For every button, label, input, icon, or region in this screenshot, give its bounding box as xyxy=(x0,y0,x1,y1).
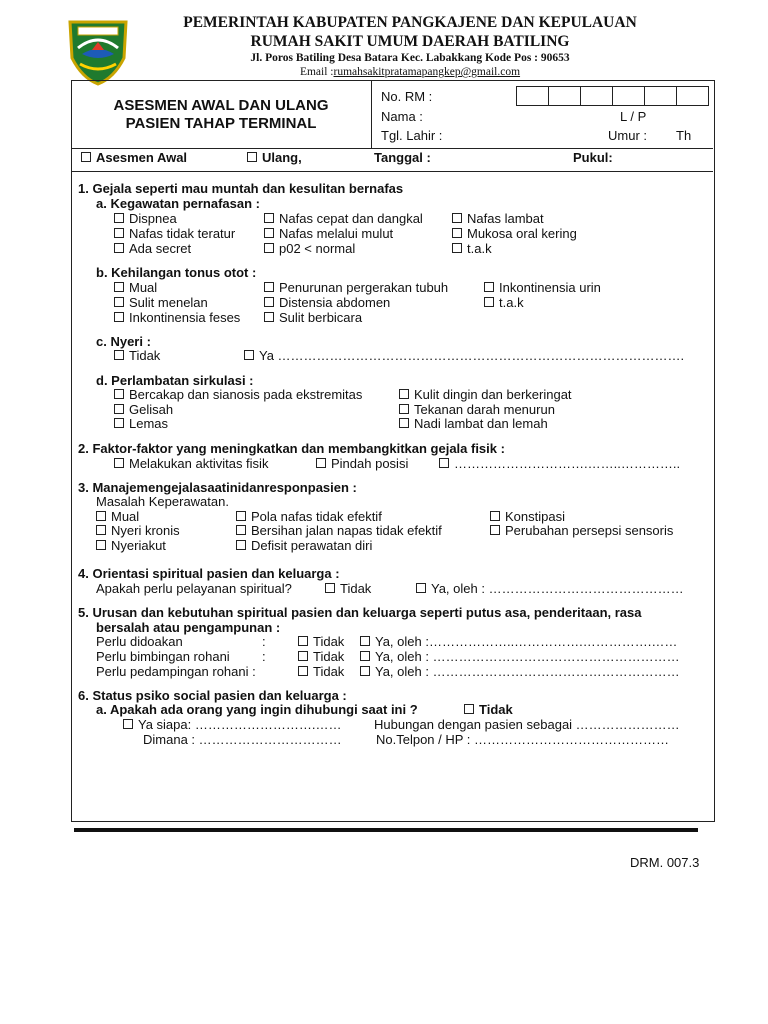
option-kontak-ya[interactable]: Ya siapa: ……………………….…… xyxy=(123,717,341,732)
checkbox[interactable] xyxy=(399,404,409,414)
option-pedampingan-tidak[interactable]: Tidak xyxy=(298,664,344,679)
checkbox[interactable] xyxy=(114,418,124,428)
option-inkontinensia-feses[interactable]: Inkontinensia feses xyxy=(114,310,240,325)
option-nafas-lambat[interactable]: Nafas lambat xyxy=(452,211,544,226)
option-tekanan-darah[interactable]: Tekanan darah menurun xyxy=(399,402,555,417)
option-mukosa-oral[interactable]: Mukosa oral kering xyxy=(452,226,577,241)
checkbox[interactable] xyxy=(484,282,494,292)
section-3-subtitle: Masalah Keperawatan. xyxy=(96,494,229,509)
checkbox[interactable] xyxy=(247,152,257,162)
option-p02[interactable]: p02 < normal xyxy=(264,241,355,256)
option-kontak-tidak[interactable]: Tidak xyxy=(464,702,513,717)
section-5-title-1: 5. Urusan dan kebutuhan spiritual pasien dan keluarga seperti putus asa, penderitaan, rasa xyxy=(78,605,642,620)
section-4-title: 4. Orientasi spiritual pasien dan keluarga : xyxy=(78,566,340,581)
checkbox[interactable] xyxy=(490,511,500,521)
option-lemas[interactable]: Lemas xyxy=(114,416,168,431)
checkbox[interactable] xyxy=(114,297,124,307)
checkbox[interactable] xyxy=(114,243,124,253)
header-line-2: RUMAH SAKIT UMUM DAERAH BATILING xyxy=(250,33,570,50)
option-konstipasi[interactable]: Konstipasi xyxy=(490,509,565,524)
option-pedampingan-ya[interactable]: Ya, oleh : ………………………………………………… xyxy=(360,664,680,679)
checkbox[interactable] xyxy=(399,389,409,399)
option-kulit-dingin[interactable]: Kulit dingin dan berkeringat xyxy=(399,387,572,402)
option-didoakan-ya[interactable]: Ya, oleh :………………..…………….…………….…… xyxy=(360,634,677,649)
option-aktivitas-fisik[interactable]: Melakukan aktivitas fisik xyxy=(114,456,268,471)
checkbox[interactable] xyxy=(484,297,494,307)
header-line-1: PEMERINTAH KABUPATEN PANGKAJENE DAN KEPULAUAN xyxy=(183,14,637,31)
option-tak-b[interactable]: t.a.k xyxy=(484,295,524,310)
checkbox[interactable] xyxy=(416,583,426,593)
telpon-field[interactable]: No.Telpon / HP : ……………………………………… xyxy=(376,732,670,747)
option-pindah-posisi[interactable]: Pindah posisi xyxy=(316,456,408,471)
shield-emblem-icon xyxy=(64,14,132,86)
checkbox[interactable] xyxy=(325,583,335,593)
option-tak-a[interactable]: t.a.k xyxy=(452,241,492,256)
footer-bar xyxy=(74,828,698,832)
form-title-line-2: PASIEN TAHAP TERMINAL xyxy=(125,115,317,132)
checkbox[interactable] xyxy=(298,636,308,646)
checkbox[interactable] xyxy=(264,312,274,322)
title-divider xyxy=(371,80,372,148)
option-perubahan-persepsi[interactable]: Perubahan persepsi sensoris xyxy=(490,523,673,538)
section-1c-title: c. Nyeri : xyxy=(96,334,151,349)
option-bercakap[interactable]: Bercakap dan sianosis pada ekstremitas xyxy=(114,387,362,402)
nama-label: Nama : xyxy=(381,109,423,124)
checkbox[interactable] xyxy=(114,282,124,292)
checkbox[interactable] xyxy=(264,228,274,238)
pukul-label: Pukul: xyxy=(573,150,613,165)
form-title-line-1: ASESMEN AWAL DAN ULANG xyxy=(113,97,329,114)
option-dispnea[interactable]: Dispnea xyxy=(114,211,177,226)
option-nafas-tidak-teratur[interactable]: Nafas tidak teratur xyxy=(114,226,235,241)
section-1-title: 1. Gejala seperti mau muntah dan kesulitan bernafas xyxy=(78,181,404,196)
rm-digit-box[interactable] xyxy=(676,86,709,106)
tgl-lahir-label: Tgl. Lahir : xyxy=(381,128,443,143)
header-address: Jl. Poros Batiling Desa Batara Kec. Labakkang Kode Pos : 90653 xyxy=(250,52,570,64)
header-email-line xyxy=(130,66,690,78)
checkbox[interactable] xyxy=(360,666,370,676)
option-lainnya[interactable]: ………………………….……..………….. xyxy=(439,456,680,471)
option-bimbingan-tidak[interactable]: Tidak xyxy=(298,649,344,664)
row-label-pedampingan: Perlu pedampingan rohani : xyxy=(96,664,256,679)
checkbox[interactable] xyxy=(123,719,133,729)
checkbox[interactable] xyxy=(236,511,246,521)
option-nyeri-tidak[interactable]: Tidak xyxy=(114,348,160,363)
rm-digit-box[interactable] xyxy=(548,86,581,106)
checkbox[interactable] xyxy=(96,525,106,535)
option-pola-nafas[interactable]: Pola nafas tidak efektif xyxy=(236,509,382,524)
umur-label: Umur : xyxy=(608,128,647,143)
checkbox[interactable] xyxy=(114,458,124,468)
checkbox[interactable] xyxy=(236,540,246,550)
checkbox[interactable] xyxy=(236,525,246,535)
checkbox[interactable] xyxy=(264,297,274,307)
asesmen-awal-option[interactable]: Asesmen Awal xyxy=(81,150,187,165)
checkbox[interactable] xyxy=(399,418,409,428)
rm-digit-box[interactable] xyxy=(516,86,549,106)
option-gelisah[interactable]: Gelisah xyxy=(114,402,173,417)
option-mual-3[interactable]: Mual xyxy=(96,509,139,524)
checkbox[interactable] xyxy=(452,243,462,253)
checkbox[interactable] xyxy=(96,511,106,521)
checkbox[interactable] xyxy=(452,213,462,223)
email-link[interactable]: rumahsakitpratamapangkep@gmail.com xyxy=(333,66,521,78)
rm-digit-box[interactable] xyxy=(612,86,645,106)
option-nadi-lambat[interactable]: Nadi lambat dan lemah xyxy=(399,416,548,431)
checkbox[interactable] xyxy=(490,525,500,535)
th-label: Th xyxy=(676,128,692,143)
row-colon: : xyxy=(262,634,266,649)
checkbox[interactable] xyxy=(114,228,124,238)
section-1d-title: d. Perlambatan sirkulasi : xyxy=(96,373,254,388)
section-5-title-2: bersalah atau pengampunan : xyxy=(96,620,281,635)
option-nafas-melalui-mulut[interactable]: Nafas melalui mulut xyxy=(264,226,393,241)
checkbox[interactable] xyxy=(360,636,370,646)
checkbox[interactable] xyxy=(264,243,274,253)
option-inkontinensia-urin[interactable]: Inkontinensia urin xyxy=(484,280,601,295)
section-2-title: 2. Faktor-faktor yang meningkatkan dan membangkitkan gejala fisik : xyxy=(78,441,505,456)
checkbox[interactable] xyxy=(298,651,308,661)
section-1b-title: b. Kehilangan tonus otot : xyxy=(96,265,257,280)
section-6a-question: a. Apakah ada orang yang ingin dihubungi saat ini ? xyxy=(96,702,418,717)
checkbox[interactable] xyxy=(439,458,449,468)
hubungan-field[interactable]: Hubungan dengan pasien sebagai …………………… xyxy=(374,717,680,732)
option-sulit-berbicara[interactable]: Sulit berbicara xyxy=(264,310,362,325)
option-didoakan-tidak[interactable]: Tidak xyxy=(298,634,344,649)
checkbox[interactable] xyxy=(316,458,326,468)
checkbox[interactable] xyxy=(464,704,474,714)
no-rm-label: No. RM : xyxy=(381,89,433,104)
email-label: Email : xyxy=(299,66,334,78)
row-label-didoakan: Perlu didoakan xyxy=(96,634,183,649)
option-distensia-abdomen[interactable]: Distensia abdomen xyxy=(264,295,390,310)
row-label-bimbingan: Perlu bimbingan rohani xyxy=(96,649,230,664)
option-ada-secret[interactable]: Ada secret xyxy=(114,241,191,256)
lp-label[interactable]: L / P xyxy=(620,109,647,124)
checkbox[interactable] xyxy=(244,350,254,360)
rm-digit-box[interactable] xyxy=(644,86,677,106)
option-penurunan-pergerakan[interactable]: Penurunan pergerakan tubuh xyxy=(264,280,448,295)
form-code: DRM. 007.3 xyxy=(630,855,700,870)
section-6-title: 6. Status psiko social pasien dan keluarga : xyxy=(78,688,347,703)
option-spiritual-ya[interactable]: Ya, oleh : ……………………………………… xyxy=(416,581,684,596)
option-nyeri-akut[interactable]: Nyeriakut xyxy=(96,538,166,553)
checkbox[interactable] xyxy=(264,282,274,292)
checkbox[interactable] xyxy=(114,213,124,223)
tanggal-label: Tanggal : xyxy=(374,150,431,165)
row-divider-1 xyxy=(71,148,713,149)
option-spiritual-tidak[interactable]: Tidak xyxy=(325,581,371,596)
dimana-field[interactable]: Dimana : …………………………… xyxy=(143,732,342,747)
checkbox[interactable] xyxy=(360,651,370,661)
checkbox[interactable] xyxy=(81,152,91,162)
checkbox[interactable] xyxy=(452,228,462,238)
ulang-option[interactable]: Ulang, xyxy=(247,150,302,165)
checkbox[interactable] xyxy=(114,404,124,414)
option-mual[interactable]: Mual xyxy=(114,280,157,295)
row-divider-2 xyxy=(71,171,713,172)
section-3-title: 3. Manajemengejalasaatinidanresponpasien : xyxy=(78,480,357,495)
rm-digit-box[interactable] xyxy=(580,86,613,106)
option-sulit-menelan[interactable]: Sulit menelan xyxy=(114,295,208,310)
option-nafas-cepat[interactable]: Nafas cepat dan dangkal xyxy=(264,211,423,226)
spiritual-question: Apakah perlu pelayanan spiritual? xyxy=(96,581,292,596)
checkbox[interactable] xyxy=(114,350,124,360)
checkbox[interactable] xyxy=(298,666,308,676)
checkbox[interactable] xyxy=(96,540,106,550)
checkbox[interactable] xyxy=(114,389,124,399)
row-colon: : xyxy=(262,649,266,664)
option-defisit-perawatan[interactable]: Defisit perawatan diri xyxy=(236,538,372,553)
option-nyeri-ya[interactable]: Ya …………………………………………………………………………………. xyxy=(244,348,684,363)
checkbox[interactable] xyxy=(114,312,124,322)
option-bersihan-jalan-napas[interactable]: Bersihan jalan napas tidak efektif xyxy=(236,523,442,538)
option-bimbingan-ya[interactable]: Ya, oleh : ………………………………………………… xyxy=(360,649,680,664)
section-1a-title: a. Kegawatan pernafasan : xyxy=(96,196,260,211)
option-nyeri-kronis[interactable]: Nyeri kronis xyxy=(96,523,180,538)
checkbox[interactable] xyxy=(264,213,274,223)
